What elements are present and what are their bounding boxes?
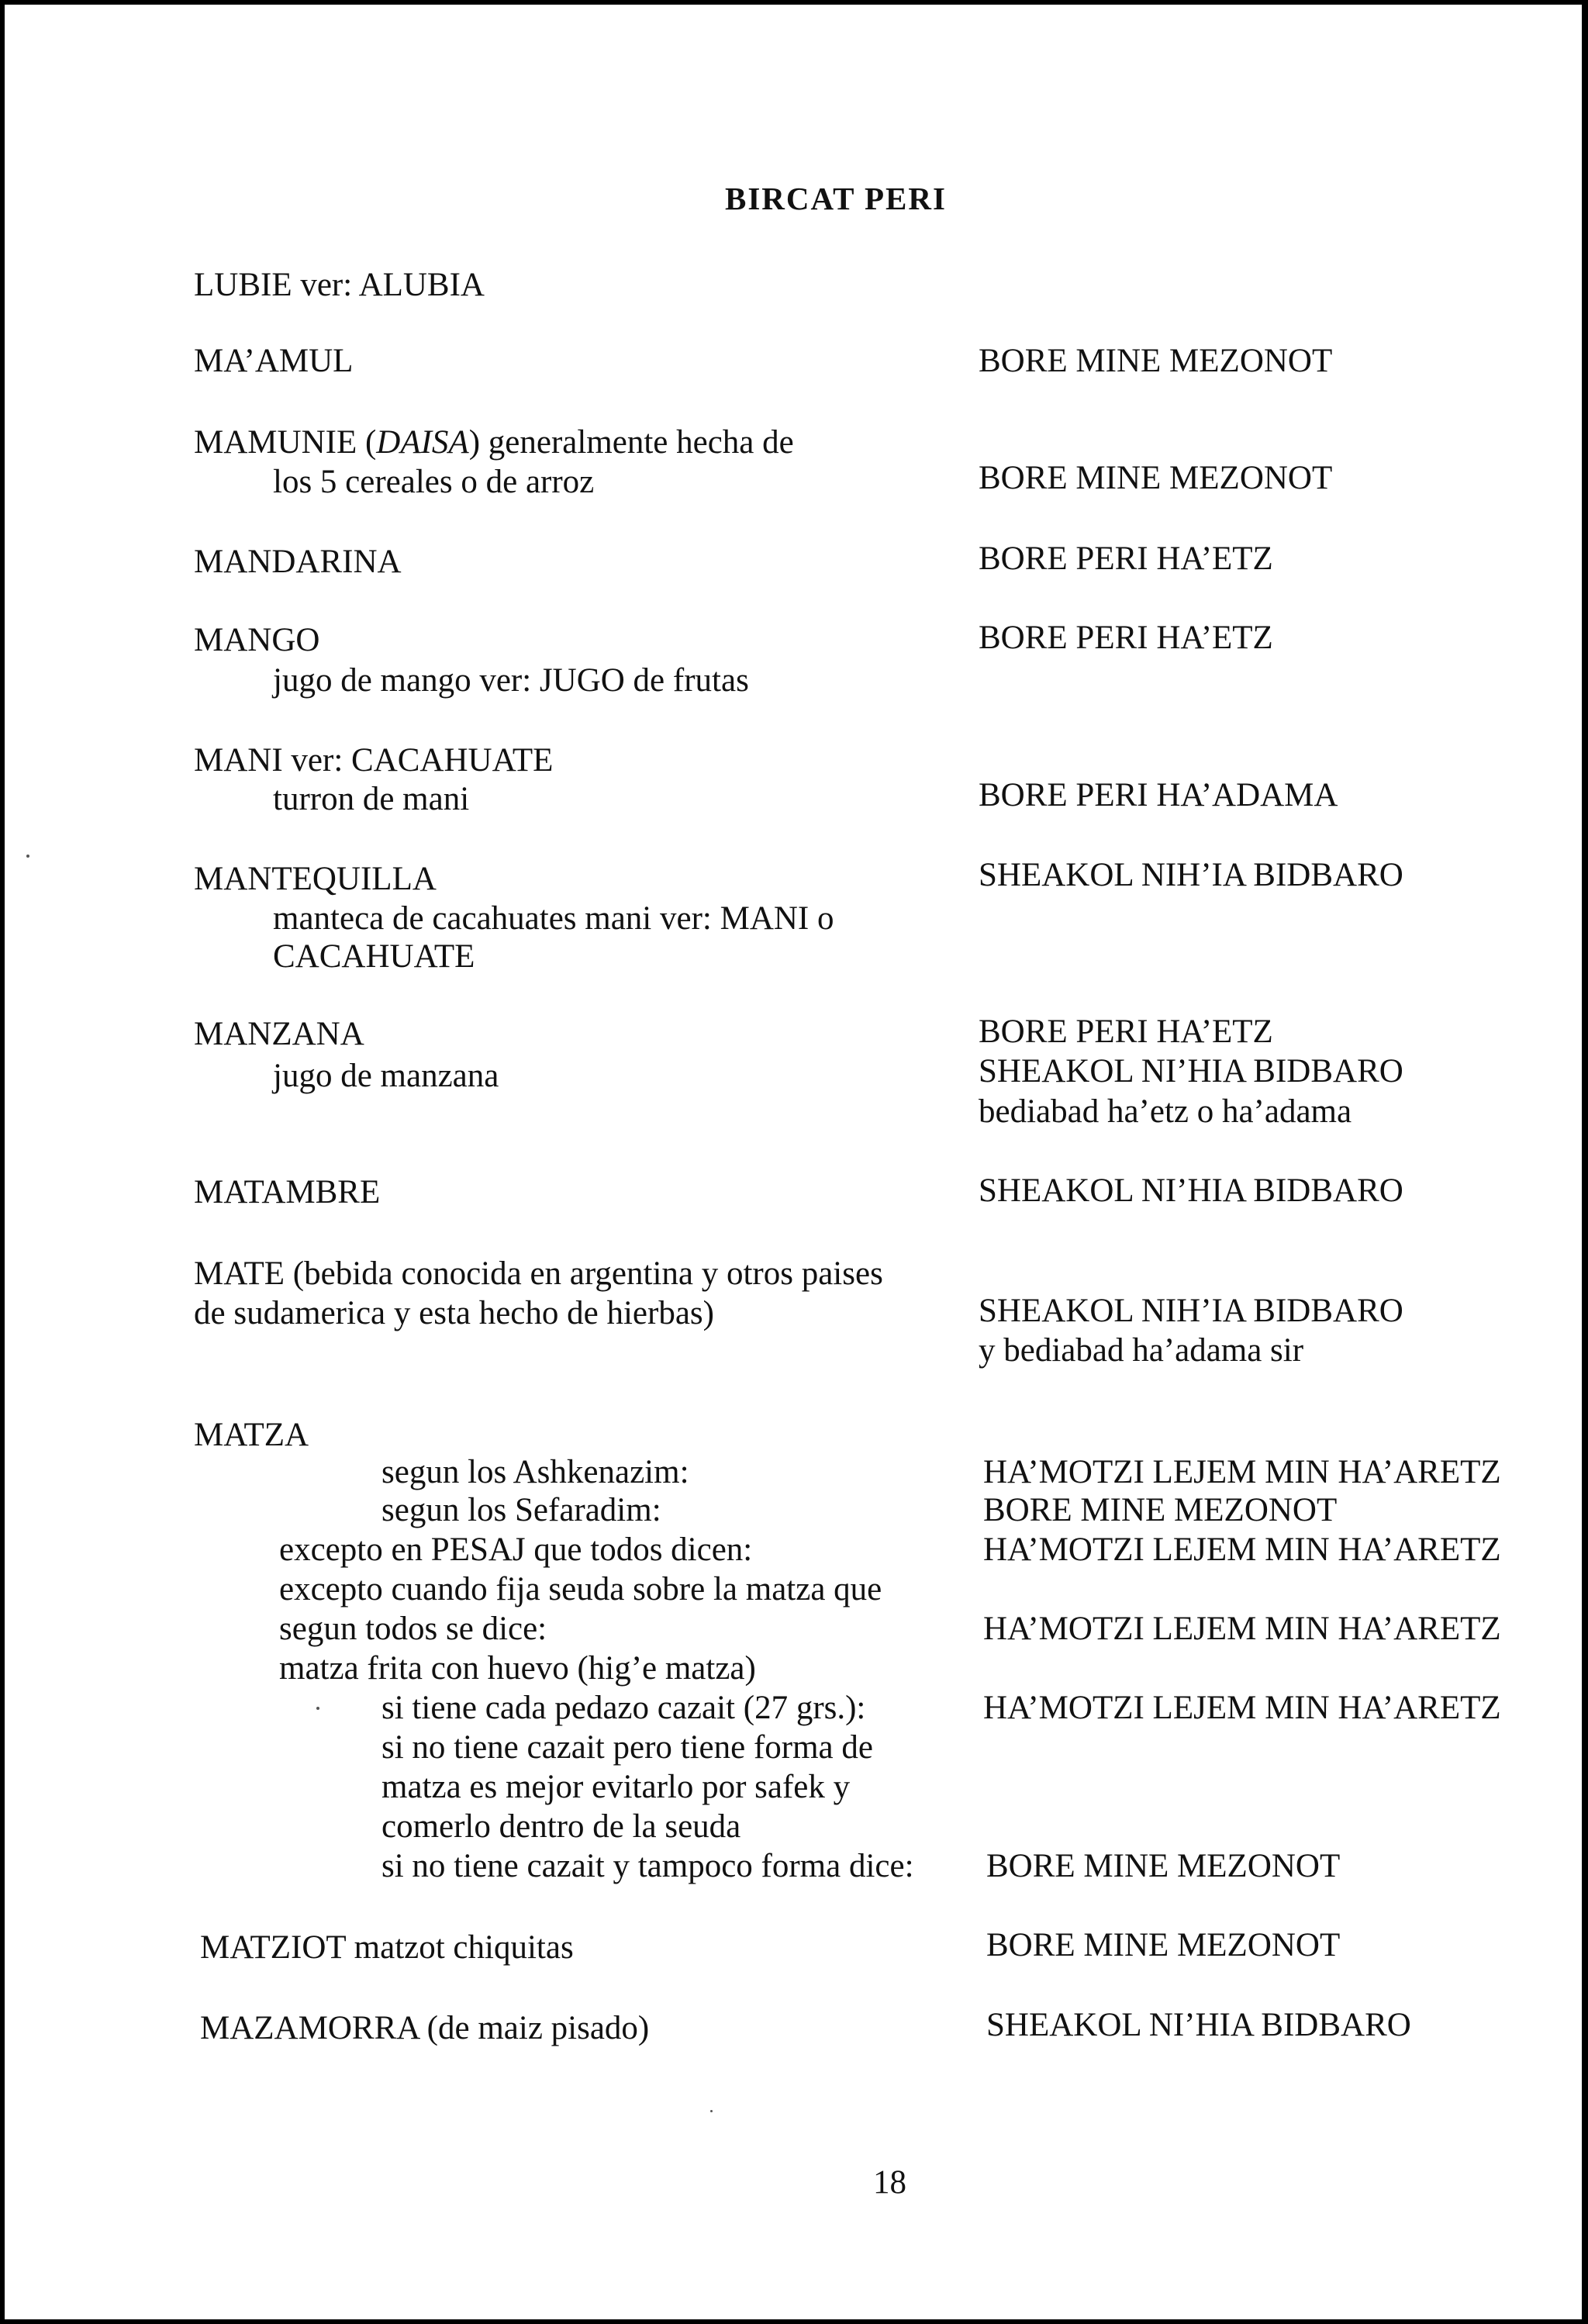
note-mate: y bediabad ha’adama sir — [979, 1332, 1304, 1369]
entry-manzana-sub: jugo de manzana — [273, 1058, 499, 1094]
blessing-matza-ashkenazim: HA’MOTZI LEJEM MIN HA’ARETZ — [983, 1454, 1501, 1490]
entry-mamunie-line2: los 5 cereales o de arroz — [273, 464, 595, 500]
matza-sefaradim: segun los Sefaradim: — [381, 1492, 661, 1528]
blessing-mandarina: BORE PERI HA’ETZ — [979, 540, 1273, 577]
blessing-matza-seuda: HA’MOTZI LEJEM MIN HA’ARETZ — [983, 1611, 1501, 1647]
scan-speck — [26, 855, 29, 858]
page-number: 18 — [873, 2164, 906, 2201]
entry-matziot: MATZIOT matzot chiquitas — [200, 1929, 574, 1966]
blessing-mate: SHEAKOL NIH’IA BIDBARO — [979, 1293, 1403, 1329]
entry-mazamorra: MAZAMORRA (de maiz pisado) — [200, 2010, 650, 2046]
page-border-left — [0, 0, 5, 2324]
blessing-matambre: SHEAKOL NI’HIA BIDBARO — [979, 1172, 1403, 1209]
matza-ashkenazim: segun los Ashkenazim: — [381, 1454, 689, 1490]
blessing-matziot: BORE MINE MEZONOT — [986, 1927, 1341, 1963]
blessing-maamul: BORE MINE MEZONOT — [979, 343, 1333, 379]
entry-mamunie-suffix: ) generalmente hecha de — [468, 424, 794, 461]
entry-mango-sub: jugo de mango ver: JUGO de frutas — [273, 662, 749, 699]
note-manzana: bediabad ha’etz o ha’adama — [979, 1093, 1352, 1130]
entry-maamul: MA’AMUL — [194, 343, 354, 379]
matza-cazait: si tiene cada pedazo cazait (27 grs.): — [381, 1690, 866, 1726]
entry-mantequilla-sub2: CACAHUATE — [273, 938, 475, 975]
blessing-mamunie: BORE MINE MEZONOT — [979, 460, 1333, 496]
blessing-manzana-sub: SHEAKOL NI’HIA BIDBARO — [979, 1053, 1403, 1089]
matza-frita: matza frita con huevo (hig’e matza) — [279, 1650, 756, 1687]
page-border-bottom — [0, 2319, 1588, 2324]
matza-no-cazait-line2: matza es mejor evitarlo por safek y — [381, 1769, 851, 1805]
scan-speck — [316, 1707, 319, 1710]
matza-pesaj: excepto en PESAJ que todos dicen: — [279, 1531, 753, 1568]
entry-mantequilla: MANTEQUILLA — [194, 861, 437, 897]
blessing-mazamorra: SHEAKOL NI’HIA BIDBARO — [986, 2007, 1411, 2043]
blessing-manzana: BORE PERI HA’ETZ — [979, 1014, 1273, 1050]
blessing-matza-no-forma: BORE MINE MEZONOT — [986, 1848, 1341, 1884]
blessing-matza-cazait: HA’MOTZI LEJEM MIN HA’ARETZ — [983, 1690, 1501, 1726]
entry-mandarina: MANDARINA — [194, 544, 402, 580]
entry-mamunie — [194, 423, 794, 463]
page-border-right — [1582, 0, 1588, 2324]
matza-seuda-line1: excepto cuando fija seuda sobre la matza que — [279, 1571, 882, 1607]
blessing-mani-sub: BORE PERI HA’ADAMA — [979, 777, 1338, 813]
entry-matza: MATZA — [194, 1417, 309, 1453]
scan-speck — [710, 2110, 713, 2112]
matza-no-cazait-line1: si no tiene cazait pero tiene forma de — [381, 1729, 873, 1766]
blessing-mango: BORE PERI HA’ETZ — [979, 620, 1273, 656]
entry-mani-sub: turron de mani — [273, 781, 470, 817]
blessing-matza-sefaradim: BORE MINE MEZONOT — [983, 1492, 1338, 1528]
entry-mango: MANGO — [194, 622, 320, 658]
entry-mamunie-prefix: MAMUNIE ( — [194, 424, 377, 461]
page-border-top — [0, 0, 1588, 5]
entry-mate: MATE (bebida conocida en argentina y otros paises — [194, 1255, 883, 1292]
page-title: BIRCAT PERI — [725, 181, 947, 216]
entry-matambre: MATAMBRE — [194, 1174, 381, 1210]
entry-mantequilla-sub1: manteca de cacahuates mani ver: MANI o — [273, 900, 834, 937]
matza-no-cazait-line3: comerlo dentro de la seuda — [381, 1808, 741, 1845]
matza-seuda-line2: segun todos se dice: — [279, 1611, 547, 1647]
matza-no-forma: si no tiene cazait y tampoco forma dice: — [381, 1848, 914, 1884]
entry-lubie: LUBIE ver: ALUBIA — [194, 267, 485, 303]
entry-manzana: MANZANA — [194, 1016, 364, 1052]
blessing-matza-pesaj: HA’MOTZI LEJEM MIN HA’ARETZ — [983, 1531, 1501, 1568]
entry-mamunie-italic: DAISA — [376, 424, 469, 461]
entry-mani: MANI ver: CACAHUATE — [194, 742, 554, 779]
blessing-mantequilla: SHEAKOL NIH’IA BIDBARO — [979, 857, 1403, 893]
entry-mate-line2: de sudamerica y esta hecho de hierbas) — [194, 1295, 714, 1331]
